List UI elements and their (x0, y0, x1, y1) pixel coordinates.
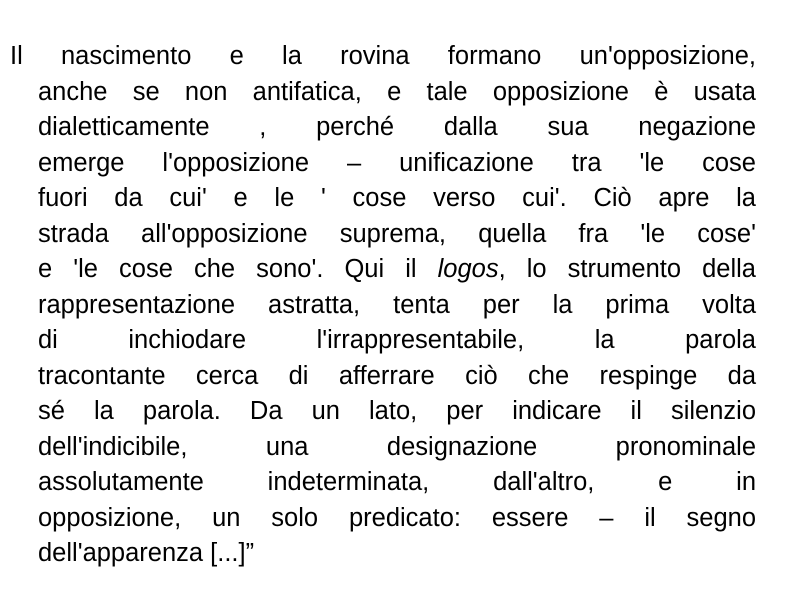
text-line-14: opposizione, un solo predicato: essere – il segno (38, 503, 756, 532)
text-line-4: emerge l'opposizione – unificazione tra 'le cose (38, 148, 756, 177)
text-line-1: Il nascimento e la rovina formano un'opposizione, (10, 42, 756, 70)
text-line-15: dell'apparenza [...]” (38, 539, 255, 567)
text-line-10: tracontante cerca di afferrare ciò che respinge da (38, 361, 756, 390)
text-line-13: assolutamente indeterminata, dall'altro, e in (38, 468, 756, 496)
text-line-3: dialetticamente , perché dalla sua negazione (38, 113, 756, 141)
text-line-7 (38, 252, 756, 288)
text-line-12: dell'indicibile, una designazione pronominale (38, 432, 756, 461)
text-line-9: di inchiodare l'irrappresentabile, la parola (38, 326, 756, 354)
text-line-7-after: , lo strumento della (498, 255, 756, 283)
text-line-7-before: e 'le cose che sono'. Qui il (38, 255, 438, 283)
text-line-8: rappresentazione astratta, tenta per la prima volta (38, 290, 756, 319)
text-line-11: sé la parola. Da un lato, per indicare il silenzio (38, 397, 756, 425)
italic-term-logos: logos (437, 255, 499, 283)
quote-paragraph (10, 39, 756, 572)
text-line-2: anche se non antifatica, e tale opposizione è usata (38, 77, 756, 106)
text-line-5: fuori da cui' e le ' cose verso cui'. Ciò apre la (38, 184, 756, 212)
text-line-6: strada all'opposizione suprema, quella fra 'le cose' (38, 219, 756, 248)
